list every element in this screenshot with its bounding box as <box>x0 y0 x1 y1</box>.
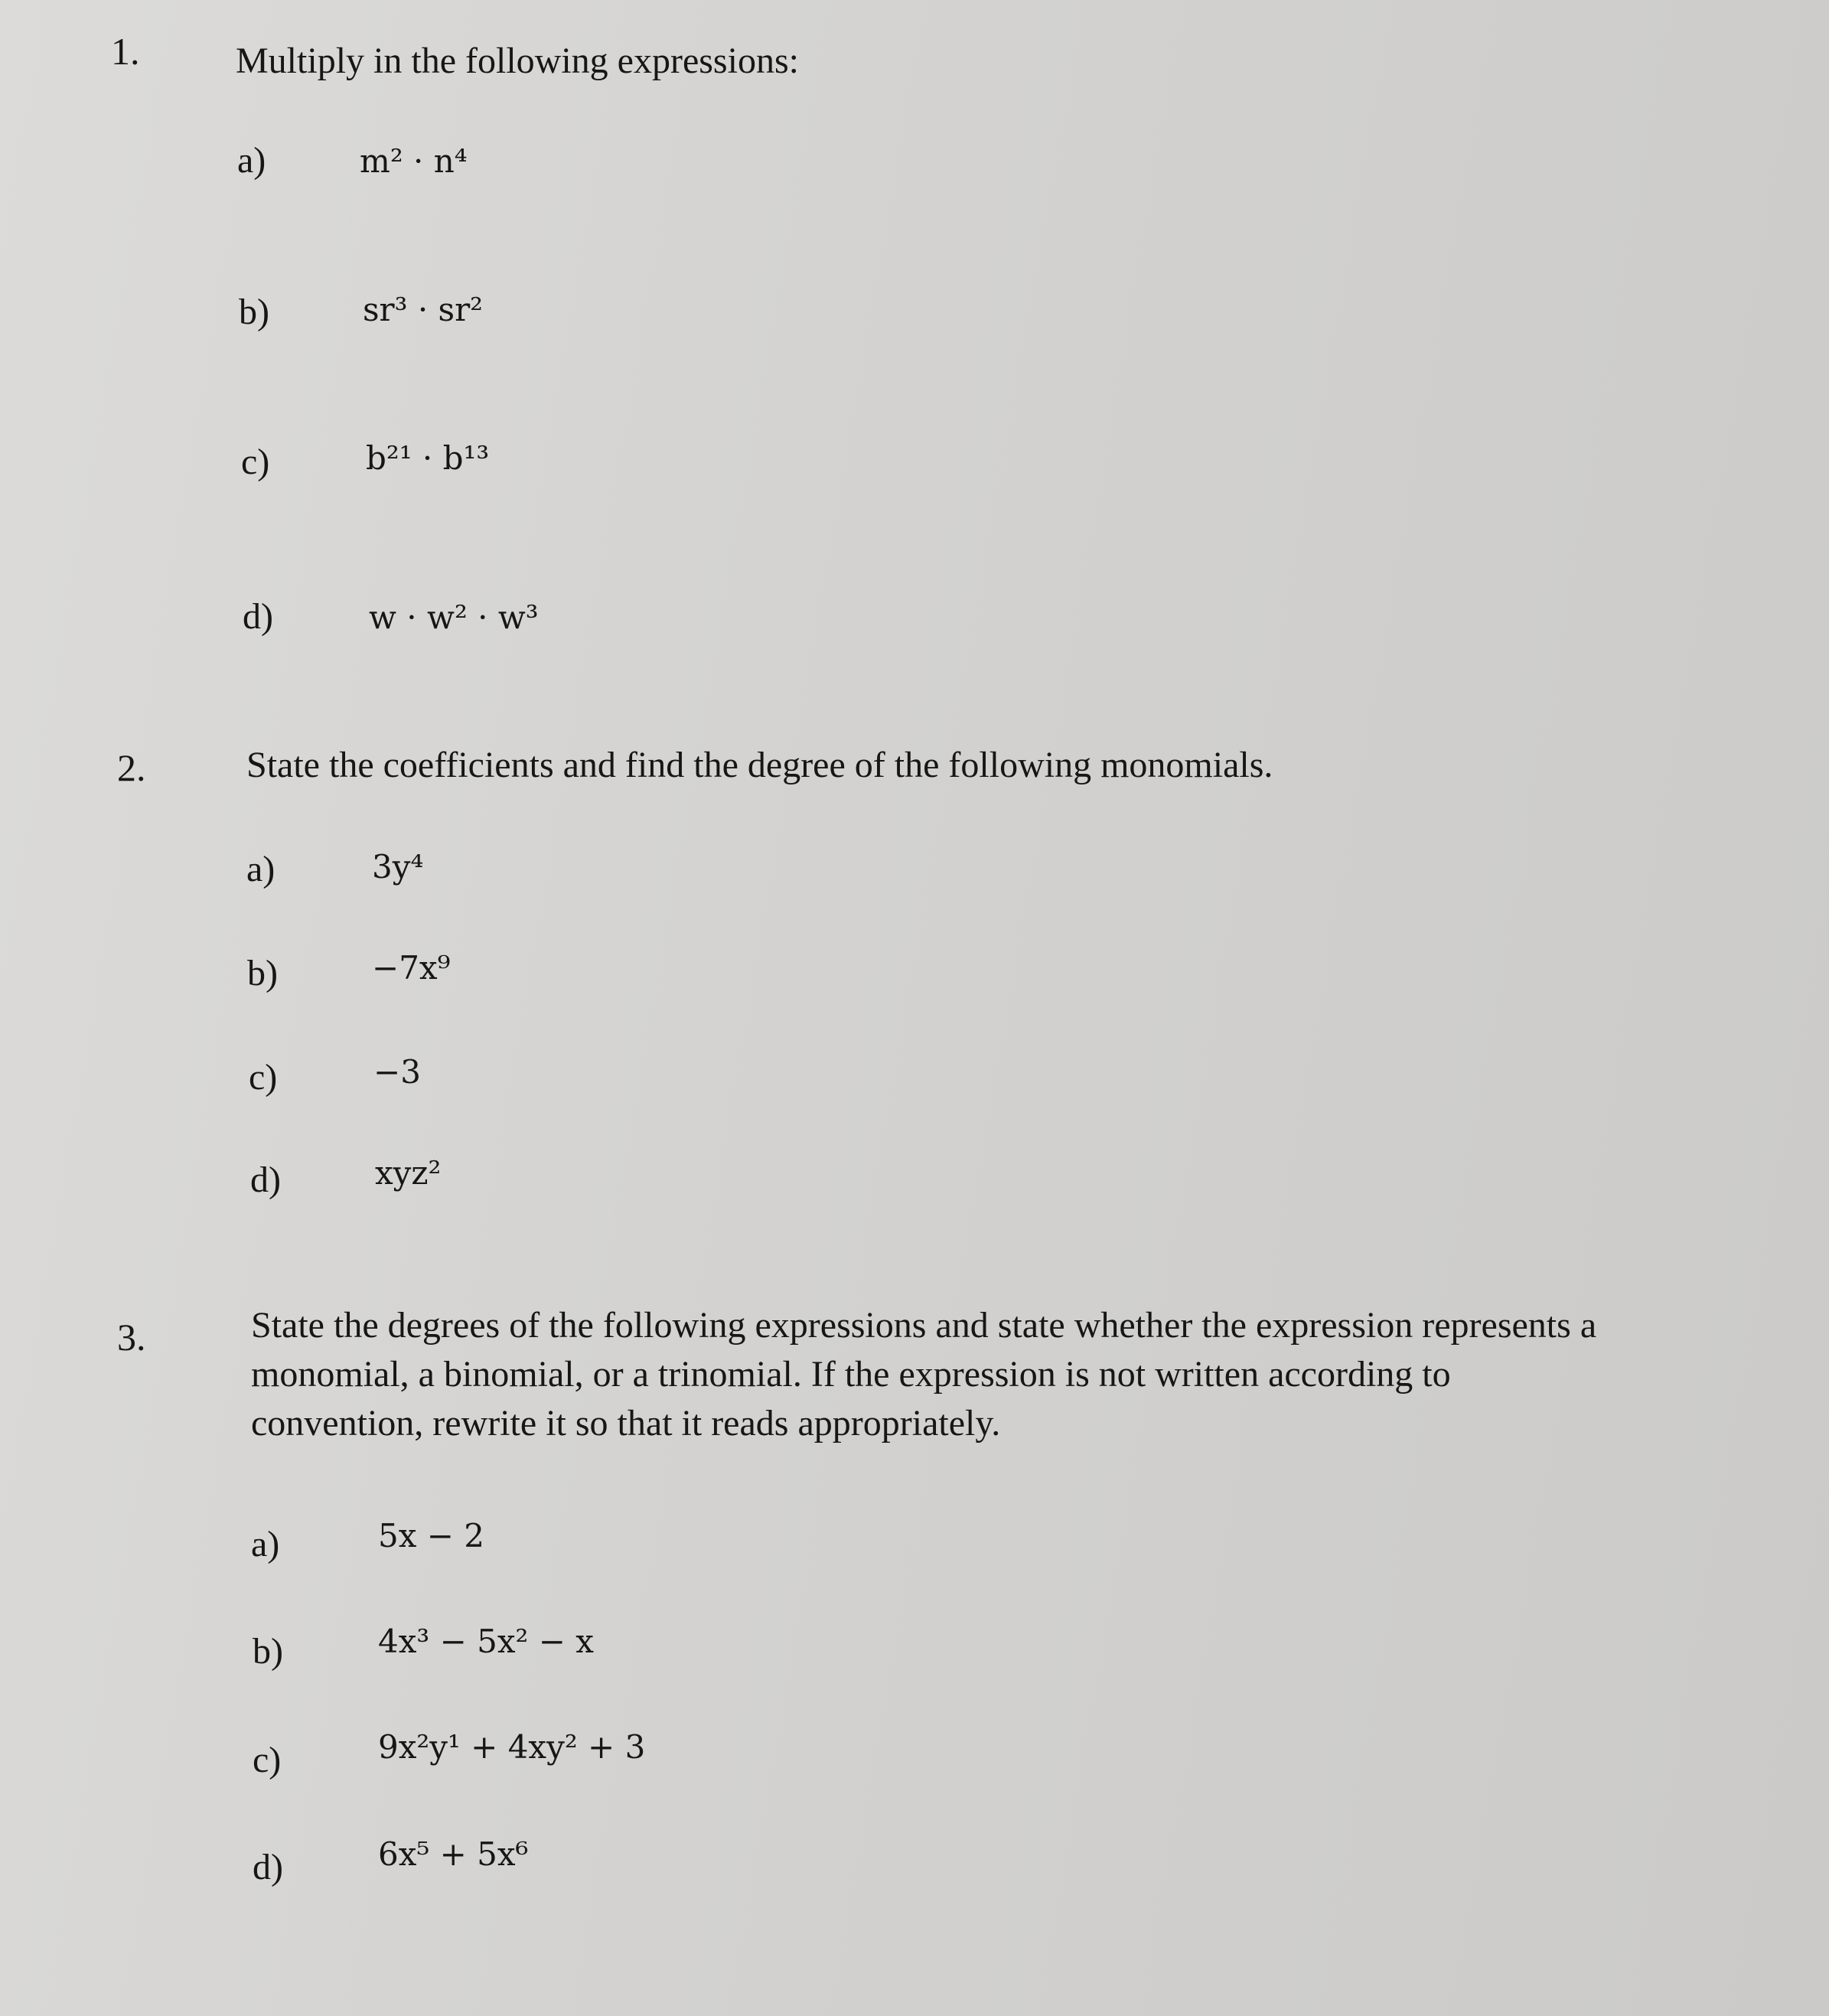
question-2-item-d-expression: xyz² <box>375 1154 442 1192</box>
question-2-item-d-label: d) <box>250 1160 281 1200</box>
question-2-item-c-label: c) <box>249 1057 278 1098</box>
question-3-item-a-label: a) <box>251 1524 280 1564</box>
question-1-item-c-expression: b²¹ · b¹³ <box>366 439 490 477</box>
question-2-item-c-expression: −3 <box>373 1053 421 1091</box>
question-2-item-b-label: b) <box>247 953 278 993</box>
question-3-number: 3. <box>117 1316 146 1359</box>
question-2-item-b-expression: −7x⁹ <box>372 949 451 987</box>
question-1-item-d-label: d) <box>243 596 273 637</box>
question-3-item-d-label: d) <box>253 1847 283 1887</box>
question-3-item-d-expression: 6x⁵ + 5x⁶ <box>378 1835 529 1873</box>
question-2-text: State the coefficients and find the degree of the following monomials. <box>246 745 1273 785</box>
question-1-item-d-expression: w · w² · w³ <box>369 599 539 636</box>
question-1-item-a-expression: m² · n⁴ <box>360 142 468 180</box>
question-3-item-b-label: b) <box>253 1631 283 1672</box>
question-1-item-a-label: a) <box>237 140 266 181</box>
question-3-item-b-expression: 4x³ − 5x² − x <box>378 1623 594 1660</box>
question-1-item-b-label: b) <box>239 292 269 332</box>
question-2-item-a-label: a) <box>246 849 275 889</box>
question-1-item-c-label: c) <box>241 442 270 482</box>
question-2-item-a-expression: 3y⁴ <box>372 848 424 886</box>
question-1-text: Multiply in the following expressions: <box>236 41 799 81</box>
question-3-item-a-expression: 5x − 2 <box>378 1517 485 1554</box>
question-1-number: 1. <box>111 30 140 73</box>
question-3-item-c-label: c) <box>253 1740 282 1780</box>
question-3-text: State the degrees of the following expressions and state whether the expression represents a monomial, a binomial, or a trinomial. If the expression is not written according to convention, rewrite it so that it reads appropriately. <box>251 1305 1597 1443</box>
question-3-item-c-expression: 9x²y¹ + 4xy² + 3 <box>378 1728 646 1766</box>
question-1-item-b-expression: sr³ · sr² <box>363 291 483 328</box>
question-2-number: 2. <box>117 746 146 789</box>
